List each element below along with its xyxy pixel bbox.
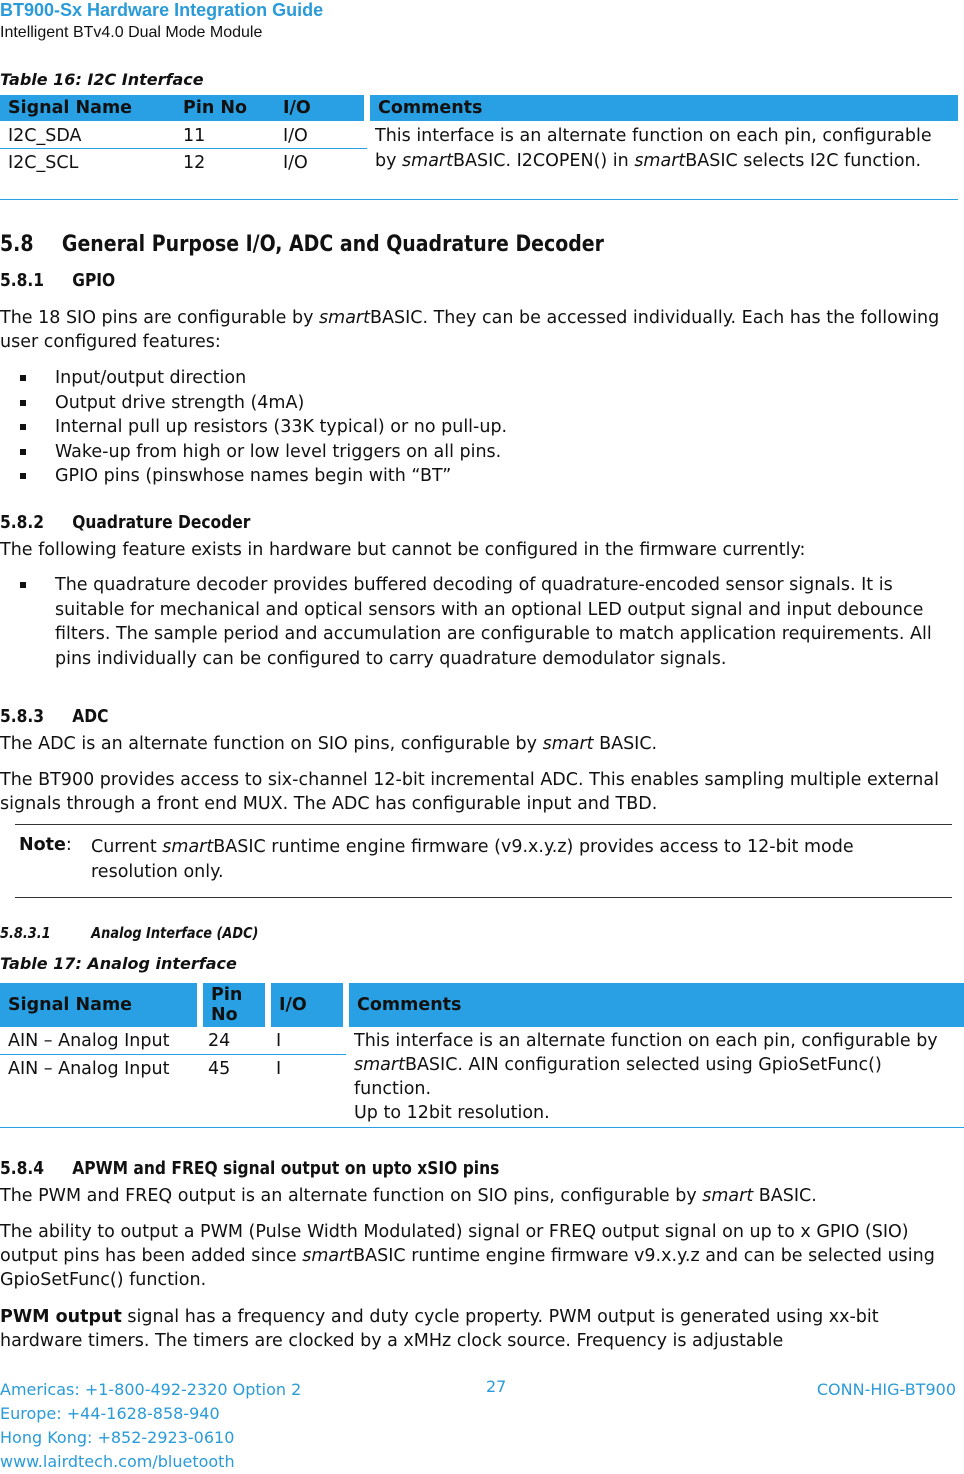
adc-note: [15, 824, 952, 898]
cell-comments: This interface is an alternate function on each pin, configurable by smartBASIC. AIN configuration selected using GpioSetFunc() function. Up to 12bit resolution.: [346, 1027, 964, 1128]
col-comments: Comments: [346, 983, 964, 1027]
cell-pin: 12: [175, 149, 275, 200]
gpio-feature-list: [0, 366, 960, 489]
cell-comments: This interface is an alternate function on each pin, configurable by smartBASIC. I2COPEN() in smartBASIC selects I2C function.: [367, 121, 958, 200]
quadrature-paragraph: The following feature exists in hardware but cannot be configured in the firmware currently:: [0, 540, 806, 560]
list-item: Input/output direction: [0, 366, 960, 391]
col-pin-no: Pin No: [175, 95, 275, 121]
phone-europe: Europe: +44-1628-858-940: [0, 1404, 220, 1423]
list-item: Internal pull up resistors (33K typical) or no pull-up.: [0, 415, 960, 440]
col-comments: Comments: [367, 95, 958, 121]
list-item: Output drive strength (4mA): [0, 391, 960, 416]
table-row: [0, 1027, 964, 1055]
table-header-row: [0, 983, 964, 1027]
phone-hong-kong: Hong Kong: +852-2923-0610: [0, 1428, 235, 1447]
col-io: I/O: [275, 95, 367, 121]
cell-signal: I2C_SDA: [0, 121, 175, 149]
cell-pin: 11: [175, 121, 275, 149]
col-pin-no: Pin No: [200, 983, 268, 1027]
adc-paragraph-1: The ADC is an alternate function on SIO pins, configurable by smart BASIC.: [0, 734, 658, 754]
section-5-8-4-heading: 5.8.4 APWM and FREQ signal output on upto xSIO pins: [0, 1158, 500, 1179]
cell-io: I: [268, 1027, 346, 1055]
cell-io: I: [268, 1055, 346, 1128]
note-label: Note:: [19, 835, 72, 855]
col-signal-name: Signal Name: [0, 983, 200, 1027]
cell-signal: I2C_SCL: [0, 149, 175, 200]
cell-io: I/O: [275, 121, 367, 149]
cell-signal: AIN – Analog Input: [0, 1055, 200, 1128]
page-number: 27: [486, 1377, 507, 1396]
quadrature-list: [0, 573, 950, 671]
section-5-8-heading: 5.8 General Purpose I/O, ADC and Quadrature Decoder: [0, 232, 604, 257]
section-5-8-3-1-heading: 5.8.3.1 Analog Interface (ADC): [0, 924, 259, 942]
cell-pin: 24: [200, 1027, 268, 1055]
phone-americas: Americas: +1-800-492-2320 Option 2: [0, 1380, 302, 1399]
section-5-8-1-heading: 5.8.1 GPIO: [0, 270, 116, 291]
list-item: GPIO pins (pinswhose names begin with “BT”: [0, 464, 960, 489]
table-16-caption: Table 16: I2C Interface: [0, 70, 204, 89]
col-signal-name: Signal Name: [0, 95, 175, 121]
col-io: I/O: [268, 983, 346, 1027]
document-subtitle: Intelligent BTv4.0 Dual Mode Module: [0, 24, 263, 41]
gpio-paragraph: The 18 SIO pins are configurable by smartBASIC. They can be accessed individually. Each has the following user configured features:: [0, 308, 940, 352]
section-5-8-3-heading: 5.8.3 ADC: [0, 706, 109, 727]
document-id: CONN-HIG-BT900: [816, 1380, 956, 1399]
cell-pin: 45: [200, 1055, 268, 1128]
document-title: BT900-Sx Hardware Integration Guide: [0, 0, 324, 20]
cell-io: I/O: [275, 149, 367, 200]
adc-paragraph-2: The BT900 provides access to six-channel 12-bit incremental ADC. This enables sampling multiple external signals through a front end MUX. The ADC has configurable input and TBD.: [0, 770, 939, 814]
table-header-row: [0, 95, 958, 121]
pwm-paragraph-1: The PWM and FREQ output is an alternate function on SIO pins, configurable by smart BASIC.: [0, 1186, 817, 1206]
table-17-caption: Table 17: Analog interface: [0, 954, 237, 973]
i2c-interface-table: [0, 95, 958, 200]
table-row: [0, 121, 958, 149]
website-link[interactable]: www.lairdtech.com/bluetooth: [0, 1452, 235, 1471]
pwm-paragraph-3: PWM output signal has a frequency and duty cycle property. PWM output is generated using xx-bit hardware timers. The timers are clocked by a xMHz clock source. Frequency is adjustable: [0, 1307, 879, 1351]
cell-signal: AIN – Analog Input: [0, 1027, 200, 1055]
section-5-8-2-heading: 5.8.2 Quadrature Decoder: [0, 512, 251, 533]
footer-contacts: [0, 1378, 301, 1474]
list-item: Wake-up from high or low level triggers on all pins.: [0, 440, 960, 465]
analog-interface-table: [0, 983, 964, 1128]
note-text: Current smartBASIC runtime engine firmware (v9.x.y.z) provides access to 12-bit mode resolution only.: [91, 837, 854, 882]
pwm-paragraph-2: The ability to output a PWM (Pulse Width Modulated) signal or FREQ output signal on up to x GPIO (SIO) output pins has been added since smartBASIC runtime engine firmware v9.x.y.z and can be selected using GpioSetFunc() function.: [0, 1222, 935, 1290]
list-item: The quadrature decoder provides buffered decoding of quadrature-encoded sensor signals. It is suitable for mechanical and optical sensors with an optional LED output signal and input debounce filters. The sample period and accumulation are configurable to match application requirements. All pins individually can be configured to carry quadrature demodulator signals.: [0, 573, 950, 671]
